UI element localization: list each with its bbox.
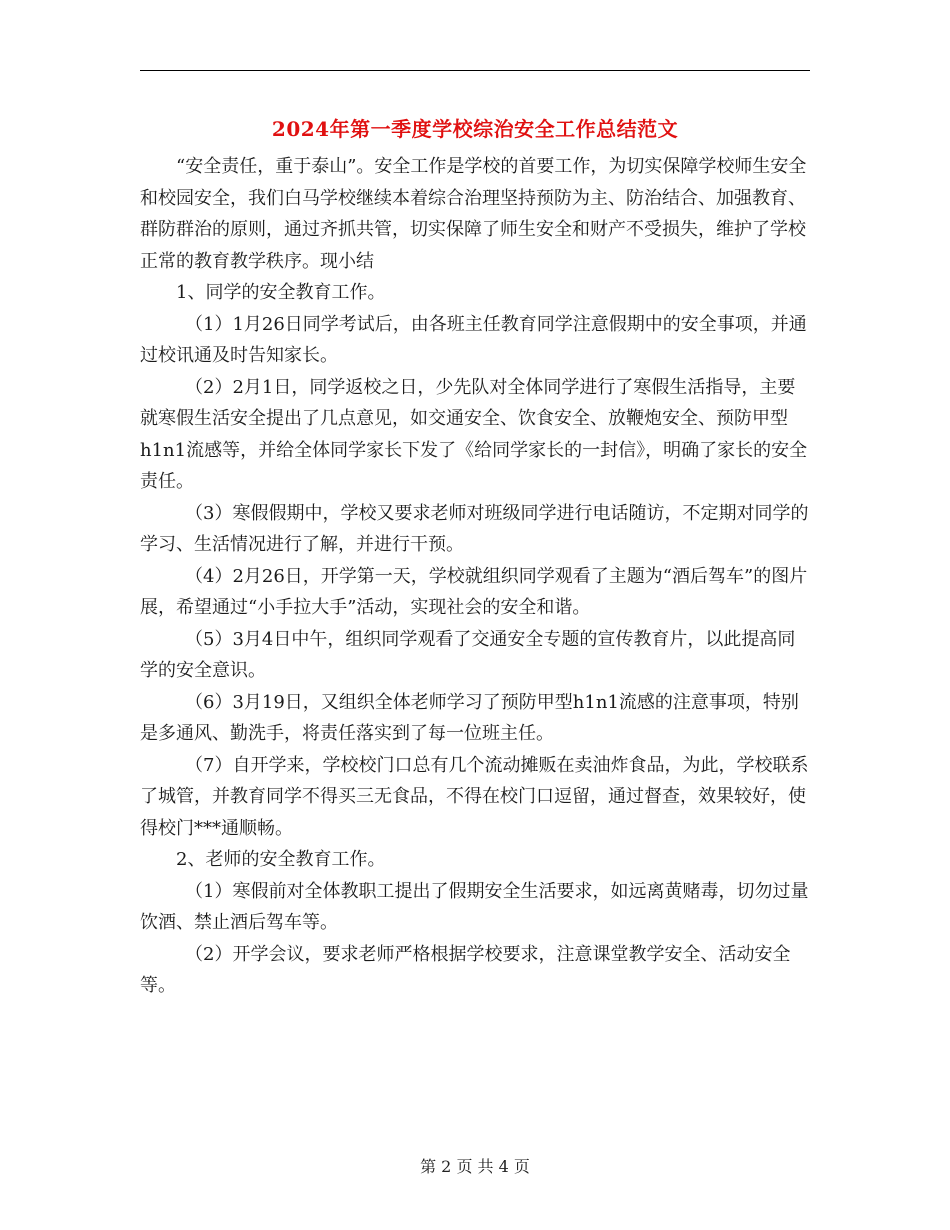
section-1-item: （3）寒假假期中，学校又要求老师对班级同学进行电话随访，不定期对同学的学习、生活情况进行了解，并进行干预。 (140, 502, 809, 555)
section-2-item: （1）寒假前对全体教职工提出了假期安全生活要求，如远离黄赌毒，切勿过量饮酒、禁止酒后驾车等。 (140, 880, 809, 933)
section-2-item: （2）开学会议，要求老师严格根据学校要求，注意课堂教学安全、活动安全等。 (140, 943, 791, 996)
section-1-item: （1）1月26日同学考试后，由各班主任教育同学注意假期中的安全事项，并通过校讯通及时告知家长。 (140, 313, 807, 366)
section-1-item: （7）自开学来，学校校门口总有几个流动摊贩在卖油炸食品，为此，学校联系了城管，并教育同学不得买三无食品，不得在校门口逗留，通过督查，效果较好，使得校门***通顺畅。 (140, 754, 809, 839)
section-1-item: （2）2月1日，同学返校之日，少先队对全体同学进行了寒假生活指导，主要就寒假生活安全提出了几点意见，如交通安全、饮食安全、放鞭炮安全、预防甲型h1n1流感等，并给全体同学家长下发了《给同学家长的一封信》，明确了家长的安全责任。 (140, 376, 808, 492)
section-2-heading: 2、老师的安全教育工作。 (176, 849, 386, 870)
section-1-item: （6）3月19日，又组织全体老师学习了预防甲型h1n1流感的注意事项，特别是多通风、勤洗手，将责任落实到了每一位班主任。 (140, 691, 799, 744)
intro-paragraph: “安全责任，重于泰山”。安全工作是学校的首要工作，为切实保障学校师生安全和校园安全，我们白马学校继续本着综合治理坚持预防为主、防治结合、加强教育、群防群治的原则，通过齐抓共管，切实保障了师生安全和财产不受损失，维护了学校正常的教育教学秩序。现小结 (140, 156, 807, 272)
section-1-item: （5）3月4日中午，组织同学观看了交通安全专题的宣传教育片，以此提高同学的安全意识。 (140, 628, 796, 681)
page-number-footer: 第 2 页 共 4 页 (420, 1157, 530, 1176)
header-rule (140, 70, 810, 71)
section-1-item: （4）2月26日，开学第一天，学校就组织同学观看了主题为“酒后驾车”的图片展，希望通过“小手拉大手”活动，实现社会的安全和谐。 (140, 565, 808, 618)
document-body (140, 151, 810, 1002)
document-title: 2024年第一季度学校综治安全工作总结范文 (271, 117, 679, 141)
section-1-heading: 1、同学的安全教育工作。 (176, 282, 386, 303)
